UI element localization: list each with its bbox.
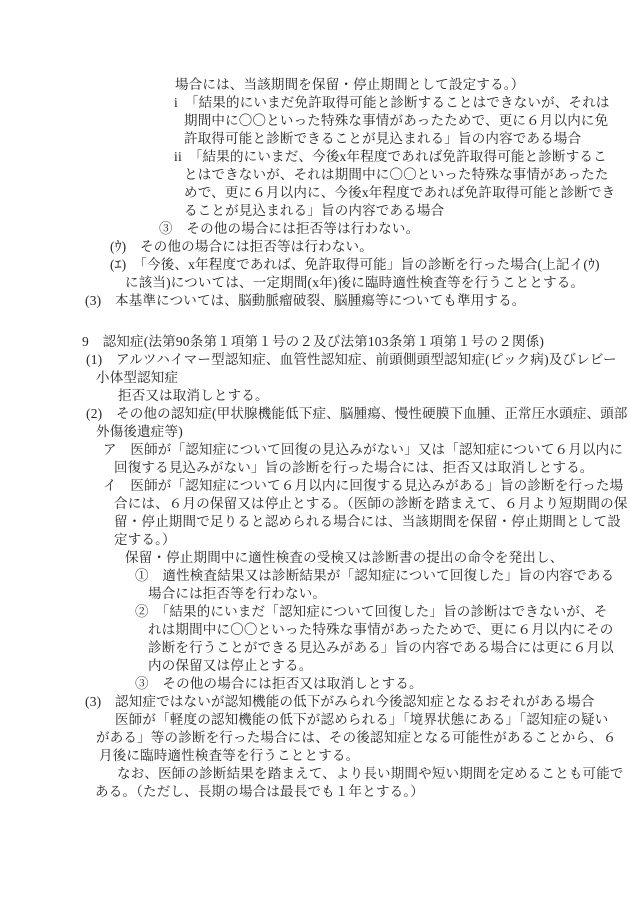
doc-line: 小体型認知症 (96, 370, 179, 385)
doc-line: 医師が「軽度の認知機能の低下が認められる」「境界状態にある」「認知症の疑い (115, 712, 609, 727)
doc-line: 回復する見込みがない」旨の診断を行った場合には、拒否又は取消しとする。 (114, 460, 594, 475)
doc-line: 場合には、当該期間を保留・停止期間として設定する。） (175, 77, 525, 92)
doc-line-item-3b: (3) 認知症ではないが認知機能の低下がみられ今後認知症となるおそれがある場合 (85, 694, 595, 709)
doc-line: に該当)については、一定期間(x年)後に臨時適性検査等を行うこととする。 (125, 275, 585, 290)
doc-line-item-ii: ii 「結果的にいまだ、今後x年程度であれば免許取得可能と診断するこ (174, 149, 607, 164)
doc-line: がある」等の診断を行った場合には、その後認知症となる可能性があることから、６ (96, 730, 617, 745)
doc-line-item-circle3: ③ その他の場合には拒否等は行わない。 (159, 221, 420, 236)
doc-line-item-circle1: ① 適性検査結果又は診断結果が「認知症について回復した」旨の内容である (135, 568, 615, 583)
doc-line-item-circle3b: ③ その他の場合には拒否又は取消しとする。 (135, 676, 423, 691)
doc-line: 期間中に〇〇といった特殊な事情があったためで、更に６月以内に免 (184, 113, 609, 128)
doc-line-item-u: (ｳ) その他の場合には拒否等は行わない。 (110, 239, 373, 254)
doc-line: 留・停止期間で足りると認められる場合には、当該期間を保留・停止期間として設 (114, 514, 621, 529)
doc-line: 月後に臨時適性検査等を行うこととする。 (99, 748, 360, 763)
doc-line: 定する。） (114, 532, 176, 547)
section-heading-9: 9 認知症(法第90条第１項第１号の２及び法第103条第１項第１号の２関係) (82, 334, 545, 349)
doc-line: ある。（ただし、長期の場合は最長でも１年とする。） (95, 784, 424, 799)
doc-line: なお、医師の診断結果を踏まえて、より長い期間や短い期間を定めることも可能で (117, 766, 624, 781)
doc-line-item-circle2: ② 「結果的にいまだ「認知症について回復した」旨の診断はできないが、そ (135, 604, 608, 619)
doc-line: 場合には拒否等を行わない。 (148, 586, 327, 601)
doc-line: 拒否又は取消しとする。 (118, 388, 269, 403)
doc-line: 外傷後遺症等) (96, 424, 183, 439)
doc-line: 許取得可能と診断できることが見込まれる」旨の内容である場合 (184, 131, 582, 146)
doc-line: ることが見込まれる」旨の内容である場合 (184, 203, 445, 218)
doc-line: れは期間中に〇〇といった特殊な事情があったためで、更に６月以内にその (148, 622, 614, 637)
doc-line: 診断を行うことができる見込みがある」旨の内容である場合には更に６月以 (148, 640, 614, 655)
doc-line-item-1: (1) アルツハイマー型認知症、血管性認知症、前頭側頭型認知症(ピック病)及びレビー (86, 352, 617, 367)
section-gap (0, 310, 630, 333)
doc-line-item-2: (2) その他の認知症(甲状腺機能低下症、脳腫瘍、慢性硬膜下血腫、正常圧水頭症、頭部 (86, 406, 628, 421)
doc-line-item-3: (3) 本基準については、脳動脈瘤破裂、脳腫瘍等についても準用する。 (85, 293, 526, 308)
doc-line: めで、更に６月以内に、今後x年程度であれば免許取得可能と診断でき (184, 185, 616, 200)
doc-line: 保留・停止期間中に適性検査の受検又は診断書の提出の命令を発出し、 (125, 550, 564, 565)
doc-line-item-i: i 「結果的にいまだ免許取得可能と診断することはできないが、それは (174, 95, 610, 110)
doc-line-item-i-kana: イ 医師が「認知症について６月以内に回復する見込みがある」旨の診断を行った場 (103, 478, 624, 493)
doc-line: 内の保留又は停止とする。 (148, 658, 313, 673)
doc-line-item-a: ア 医師が「認知症について回復の見込みがない」又は「認知症について６月以内に (103, 442, 624, 457)
doc-line: とはできないが、それは期間中に〇〇といった特殊な事情があったた (184, 167, 609, 182)
doc-line-item-e: (ｴ) 「今後、x年程度であれば、免許取得可能」旨の診断を行った場合(上記イ(ｳ) (110, 257, 600, 272)
doc-line: 合には、６月の保留又は停止とする。（医師の診断を踏まえて、６月より短期間の保 (114, 496, 628, 511)
